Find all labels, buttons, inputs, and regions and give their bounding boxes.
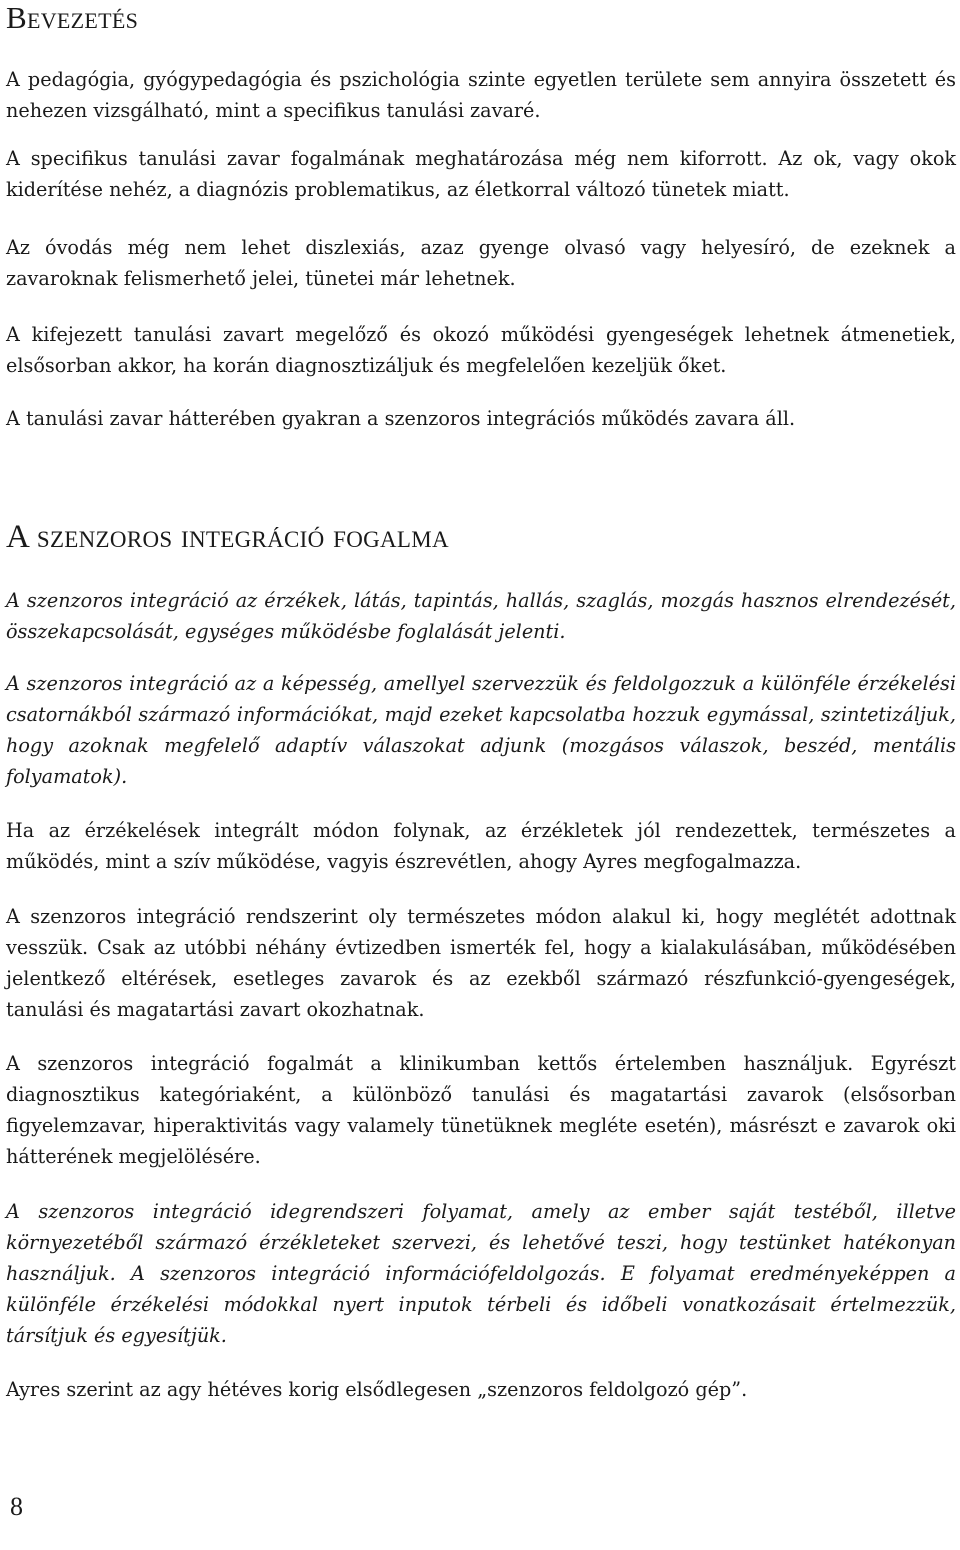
paragraph-intro-3: Az óvodás még nem lehet diszlexiás, azaz gyenge olvasó vagy helyesíró, de ezeknek a zavaroknak felismerhető jelei, tünetei már lehetnek. <box>6 236 956 290</box>
paragraph-intro-5: A tanulási zavar hátterében gyakran a szenzoros integrációs működés zavara áll. <box>6 407 796 430</box>
page-number: 8 <box>10 1492 23 1521</box>
paragraph-body-1: Ha az érzékelések integrált módon folynak, az érzékletek jól rendezettek, természetes a működés, mint a szív működése, vagyis észrevétlen, ahogy Ayres megfogalmazza. <box>6 819 956 873</box>
paragraph-intro-2: A specifikus tanulási zavar fogalmának meghatározása még nem kiforrott. Az ok, vagy okok kiderítése nehéz, a diagnózis problematikus, az életkorral változó tünetek miatt. <box>6 147 956 201</box>
paragraph-body-2: A szenzoros integráció rendszerint oly természetes módon alakul ki, hogy meglétét adottnak vesszük. Csak az utóbbi néhány évtizedben ismerték fel, hogy a kialakulásában, működésében jelentkező eltérések, esetleges zavarok és az ezekből származó részfunkció-gyengeségek, tanulási és magatartási zavart okozhatnak. <box>6 905 956 1021</box>
paragraph-definition-3: A szenzoros integráció idegrendszeri folyamat, amely az ember saját testéből, illetve környezetéből származó érzékleteket szervezi, és lehetővé teszi, hogy testünket hatékonyan használjuk. A szenzoros integráció információfeldolgozás. E folyamat eredményeképpen a különféle érzékelési módokkal nyert inputok térbeli és időbeli vonatkozásait értelmezzük, társítjuk és egyesítjük. <box>6 1200 956 1347</box>
paragraph-body-4: Ayres szerint az agy hétéves korig elsődlegesen „szenzoros feldolgozó gép”. <box>6 1378 748 1401</box>
paragraph-definition-1: A szenzoros integráció az érzékek, látás, tapintás, hallás, szaglás, mozgás hasznos elrendezését, összekapcsolását, egységes működésbe foglalását jelenti. <box>6 589 956 643</box>
paragraph-intro-4: A kifejezett tanulási zavart megelőző és okozó működési gyengeségek lehetnek átmenetiek, elsősorban akkor, ha korán diagnosztizáljuk és megfelelően kezeljük őket. <box>6 323 956 377</box>
section-title-sensory-integration: A szenzoros integráció fogalma <box>6 519 449 555</box>
paragraph-intro-1: A pedagógia, gyógypedagógia és pszichológia szinte egyetlen területe sem annyira összetett és nehezen vizsgálható, mint a specifikus tanulási zavaré. <box>6 68 956 122</box>
section-title-introduction: Bevezetés <box>6 0 139 35</box>
paragraph-definition-2: A szenzoros integráció az a képesség, amellyel szervezzük és feldolgozzuk a különféle érzékelési csatornákból származó információkat, majd ezeket kapcsolatba hozzuk egymással, szintetizáljuk, hogy azoknak megfelelő adaptív válaszokat adjunk (mozgásos válaszok, beszéd, mentális folyamatok). <box>6 672 956 788</box>
paragraph-body-3: A szenzoros integráció fogalmát a klinikumban kettős értelemben használjuk. Egyrészt diagnosztikus kategóriaként, a különböző tanulási és magatartási zavarok (elsősorban figyelemzavar, hiperaktivitás vagy valamely tünetüknek megléte esetén), másrészt e zavarok oki hátterének megjelölésére. <box>6 1052 956 1168</box>
